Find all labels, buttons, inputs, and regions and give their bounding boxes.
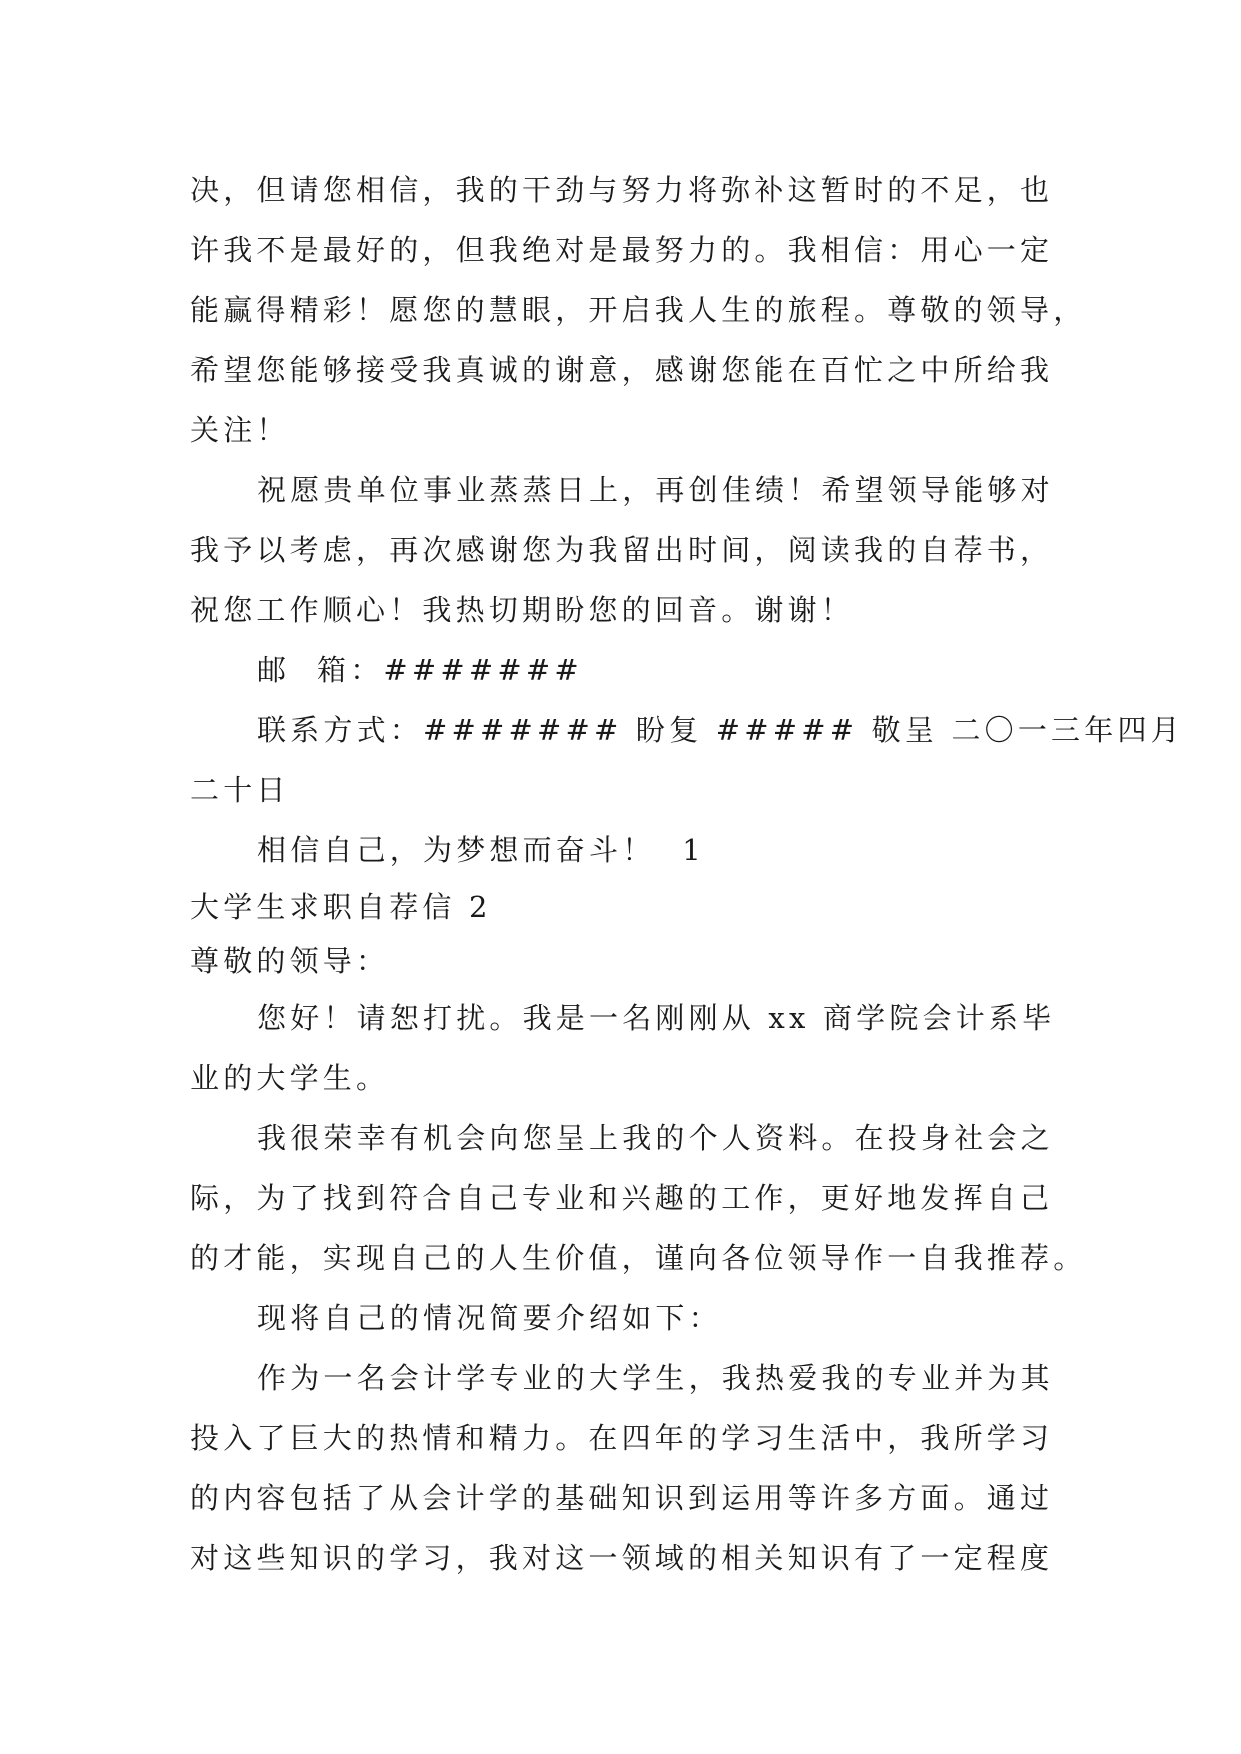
- paragraph-line: 作为一名会计学专业的大学生，我热爱我的专业并为其: [257, 1361, 1054, 1395]
- text-line: 投入了巨大的热情和精力。在四年的学习生活中，我所学习: [190, 1421, 1054, 1455]
- text-line: 决，但请您相信，我的干劲与努力将弥补这暂时的不足，也: [190, 173, 1054, 207]
- email-line: 邮 箱：#######: [257, 653, 583, 687]
- text-line: 祝您工作顺心！我热切期盼您的回音。谢谢！: [190, 593, 855, 627]
- text-line: 许我不是最好的，但我绝对是最努力的。我相信：用心一定: [190, 233, 1054, 267]
- text-line: 对这些知识的学习，我对这一领域的相关知识有了一定程度: [190, 1541, 1054, 1575]
- text-line: 希望您能够接受我真诚的谢意，感谢您能在百忙之中所给我: [190, 353, 1054, 387]
- section-title: 大学生求职自荐信 2: [190, 890, 492, 924]
- text-line: 能赢得精彩！愿您的慧眼，开启我人生的旅程。尊敬的领导，: [190, 293, 1087, 327]
- salutation: 尊敬的领导：: [190, 944, 390, 978]
- text-line: 的内容包括了从会计学的基础知识到运用等许多方面。通过: [190, 1481, 1054, 1515]
- letter-body: [190, 160, 1184, 1588]
- date-line: 二十日: [190, 773, 290, 807]
- text-line: 业的大学生。: [190, 1061, 390, 1095]
- paragraph-line: 祝愿贵单位事业蒸蒸日上，再创佳绩！希望领导能够对: [257, 473, 1054, 507]
- paragraph-line: 现将自己的情况简要介绍如下：: [257, 1301, 722, 1335]
- paragraph-line: 我很荣幸有机会向您呈上我的个人资料。在投身社会之: [257, 1121, 1054, 1155]
- motto-line: 相信自己，为梦想而奋斗！ 1: [257, 833, 705, 867]
- paragraph-line: 您好！请恕打扰。我是一名刚刚从 xx 商学院会计系毕: [257, 1001, 1056, 1035]
- text-line: 我予以考虑，再次感谢您为我留出时间，阅读我的自荐书，: [190, 533, 1054, 567]
- text-line: 的才能，实现自己的人生价值，谨向各位领导作一自我推荐。: [190, 1241, 1087, 1275]
- contact-line: 联系方式：####### 盼复 ##### 敬呈 二〇一三年四月: [257, 713, 1184, 747]
- text-line: 关注！: [190, 413, 290, 447]
- text-line: 际，为了找到符合自己专业和兴趣的工作，更好地发挥自己: [190, 1181, 1054, 1215]
